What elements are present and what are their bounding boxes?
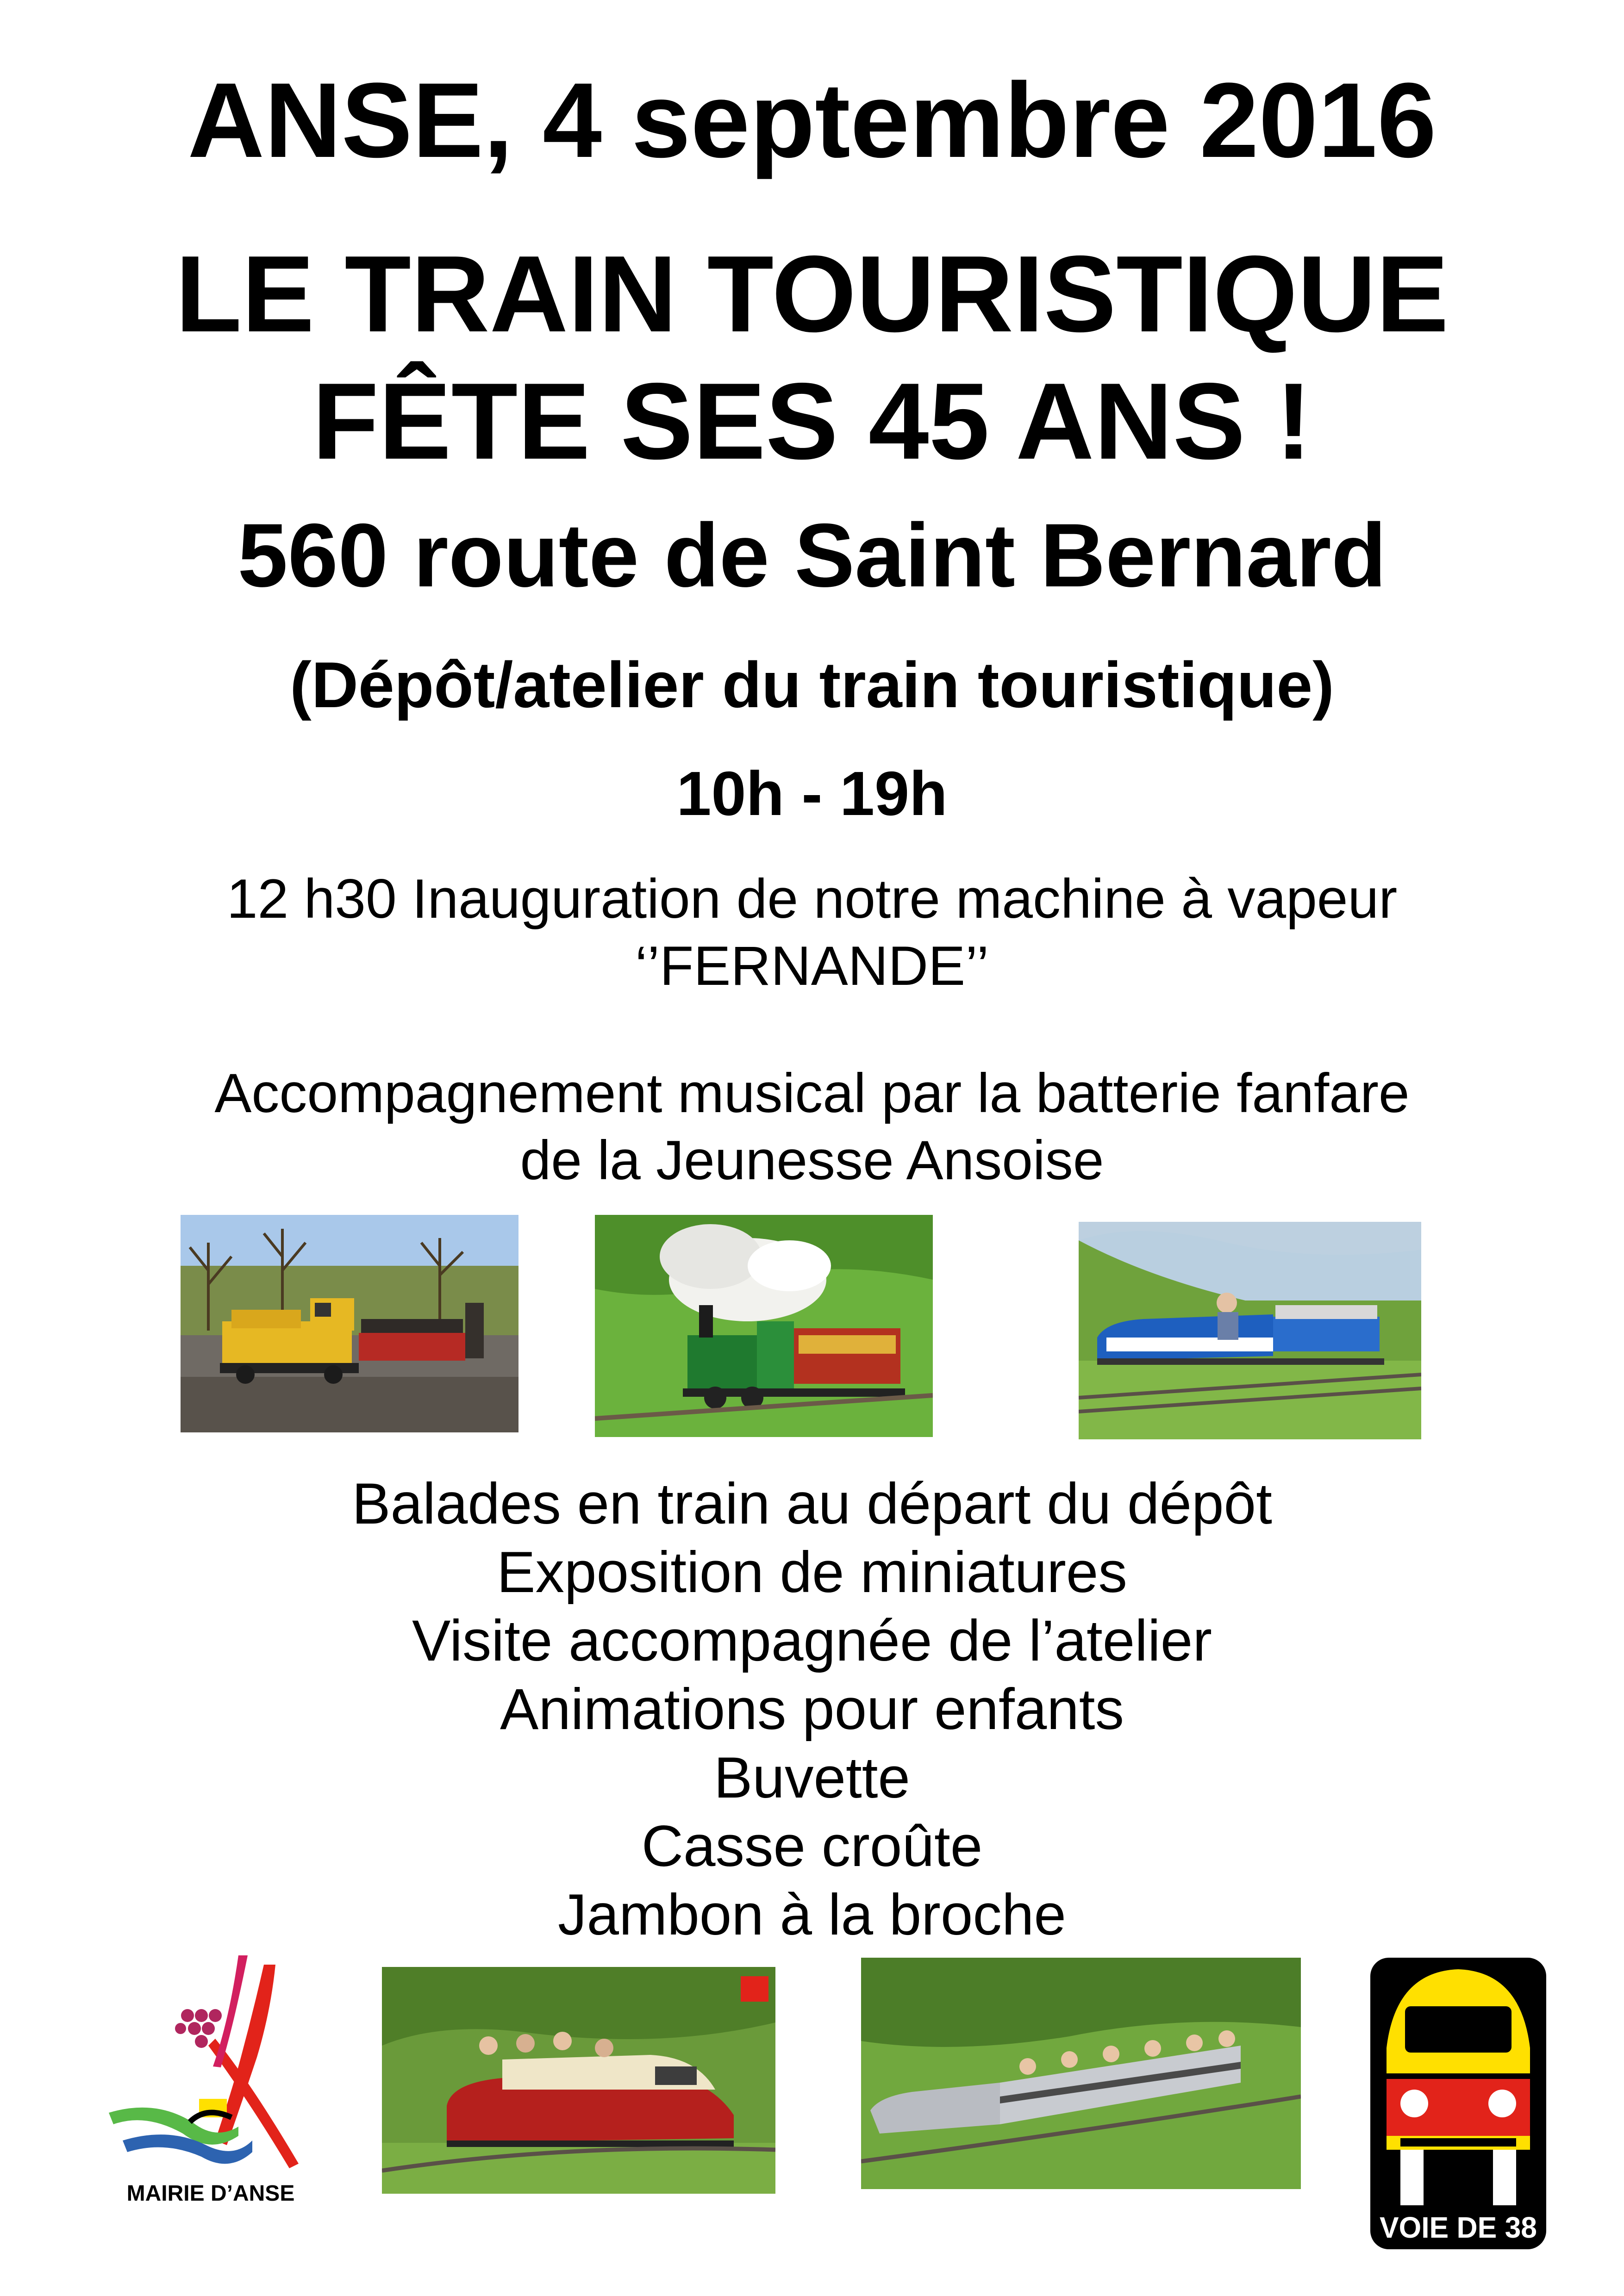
- inauguration-line-2: ‘’FERNANDE’’: [635, 935, 989, 997]
- silver-railcar-photo: [861, 1958, 1301, 2189]
- venue-subheading: (Dépôt/atelier du train touristique): [290, 648, 1334, 721]
- activity-item: Animations pour enfants: [500, 1677, 1124, 1742]
- event-date-heading: ANSE, 4 septembre 2016: [187, 61, 1437, 180]
- red-cream-railcar-photo: [382, 1967, 775, 2194]
- activity-item: Exposition de miniatures: [497, 1540, 1127, 1605]
- yellow-diesel-locomotive-photo: [181, 1215, 518, 1432]
- address-heading: 560 route de Saint Bernard: [237, 505, 1387, 606]
- activity-item: Jambon à la broche: [558, 1883, 1066, 1947]
- title-line-2: FÊTE SES 45 ANS !: [312, 360, 1312, 482]
- activity-item: Balades en train au départ du dépôt: [352, 1472, 1272, 1536]
- music-line-1: Accompagnement musical par la batterie fanfare: [214, 1062, 1410, 1124]
- mairie-anse-logo: [100, 1946, 326, 2215]
- inauguration-line-1: 12 h30 Inauguration de notre machine à vapeur: [226, 868, 1398, 930]
- blue-railcar-photo: [1079, 1222, 1421, 1439]
- voie-logo-text: VOIE DE 38: [1380, 2211, 1537, 2244]
- opening-hours: 10h - 19h: [676, 759, 948, 828]
- voie-de-38-logo: [1368, 1955, 1549, 2252]
- green-steam-locomotive-photo: [595, 1215, 933, 1437]
- music-line-2: de la Jeunesse Ansoise: [520, 1129, 1104, 1191]
- title-line-1: LE TRAIN TOURISTIQUE: [175, 233, 1449, 355]
- activity-item: Casse croûte: [641, 1814, 983, 1879]
- activity-item: Buvette: [714, 1746, 910, 1810]
- mairie-logo-text: MAIRIE D’ANSE: [126, 2181, 295, 2206]
- activity-item: Visite accompagnée de l’atelier: [412, 1609, 1212, 1673]
